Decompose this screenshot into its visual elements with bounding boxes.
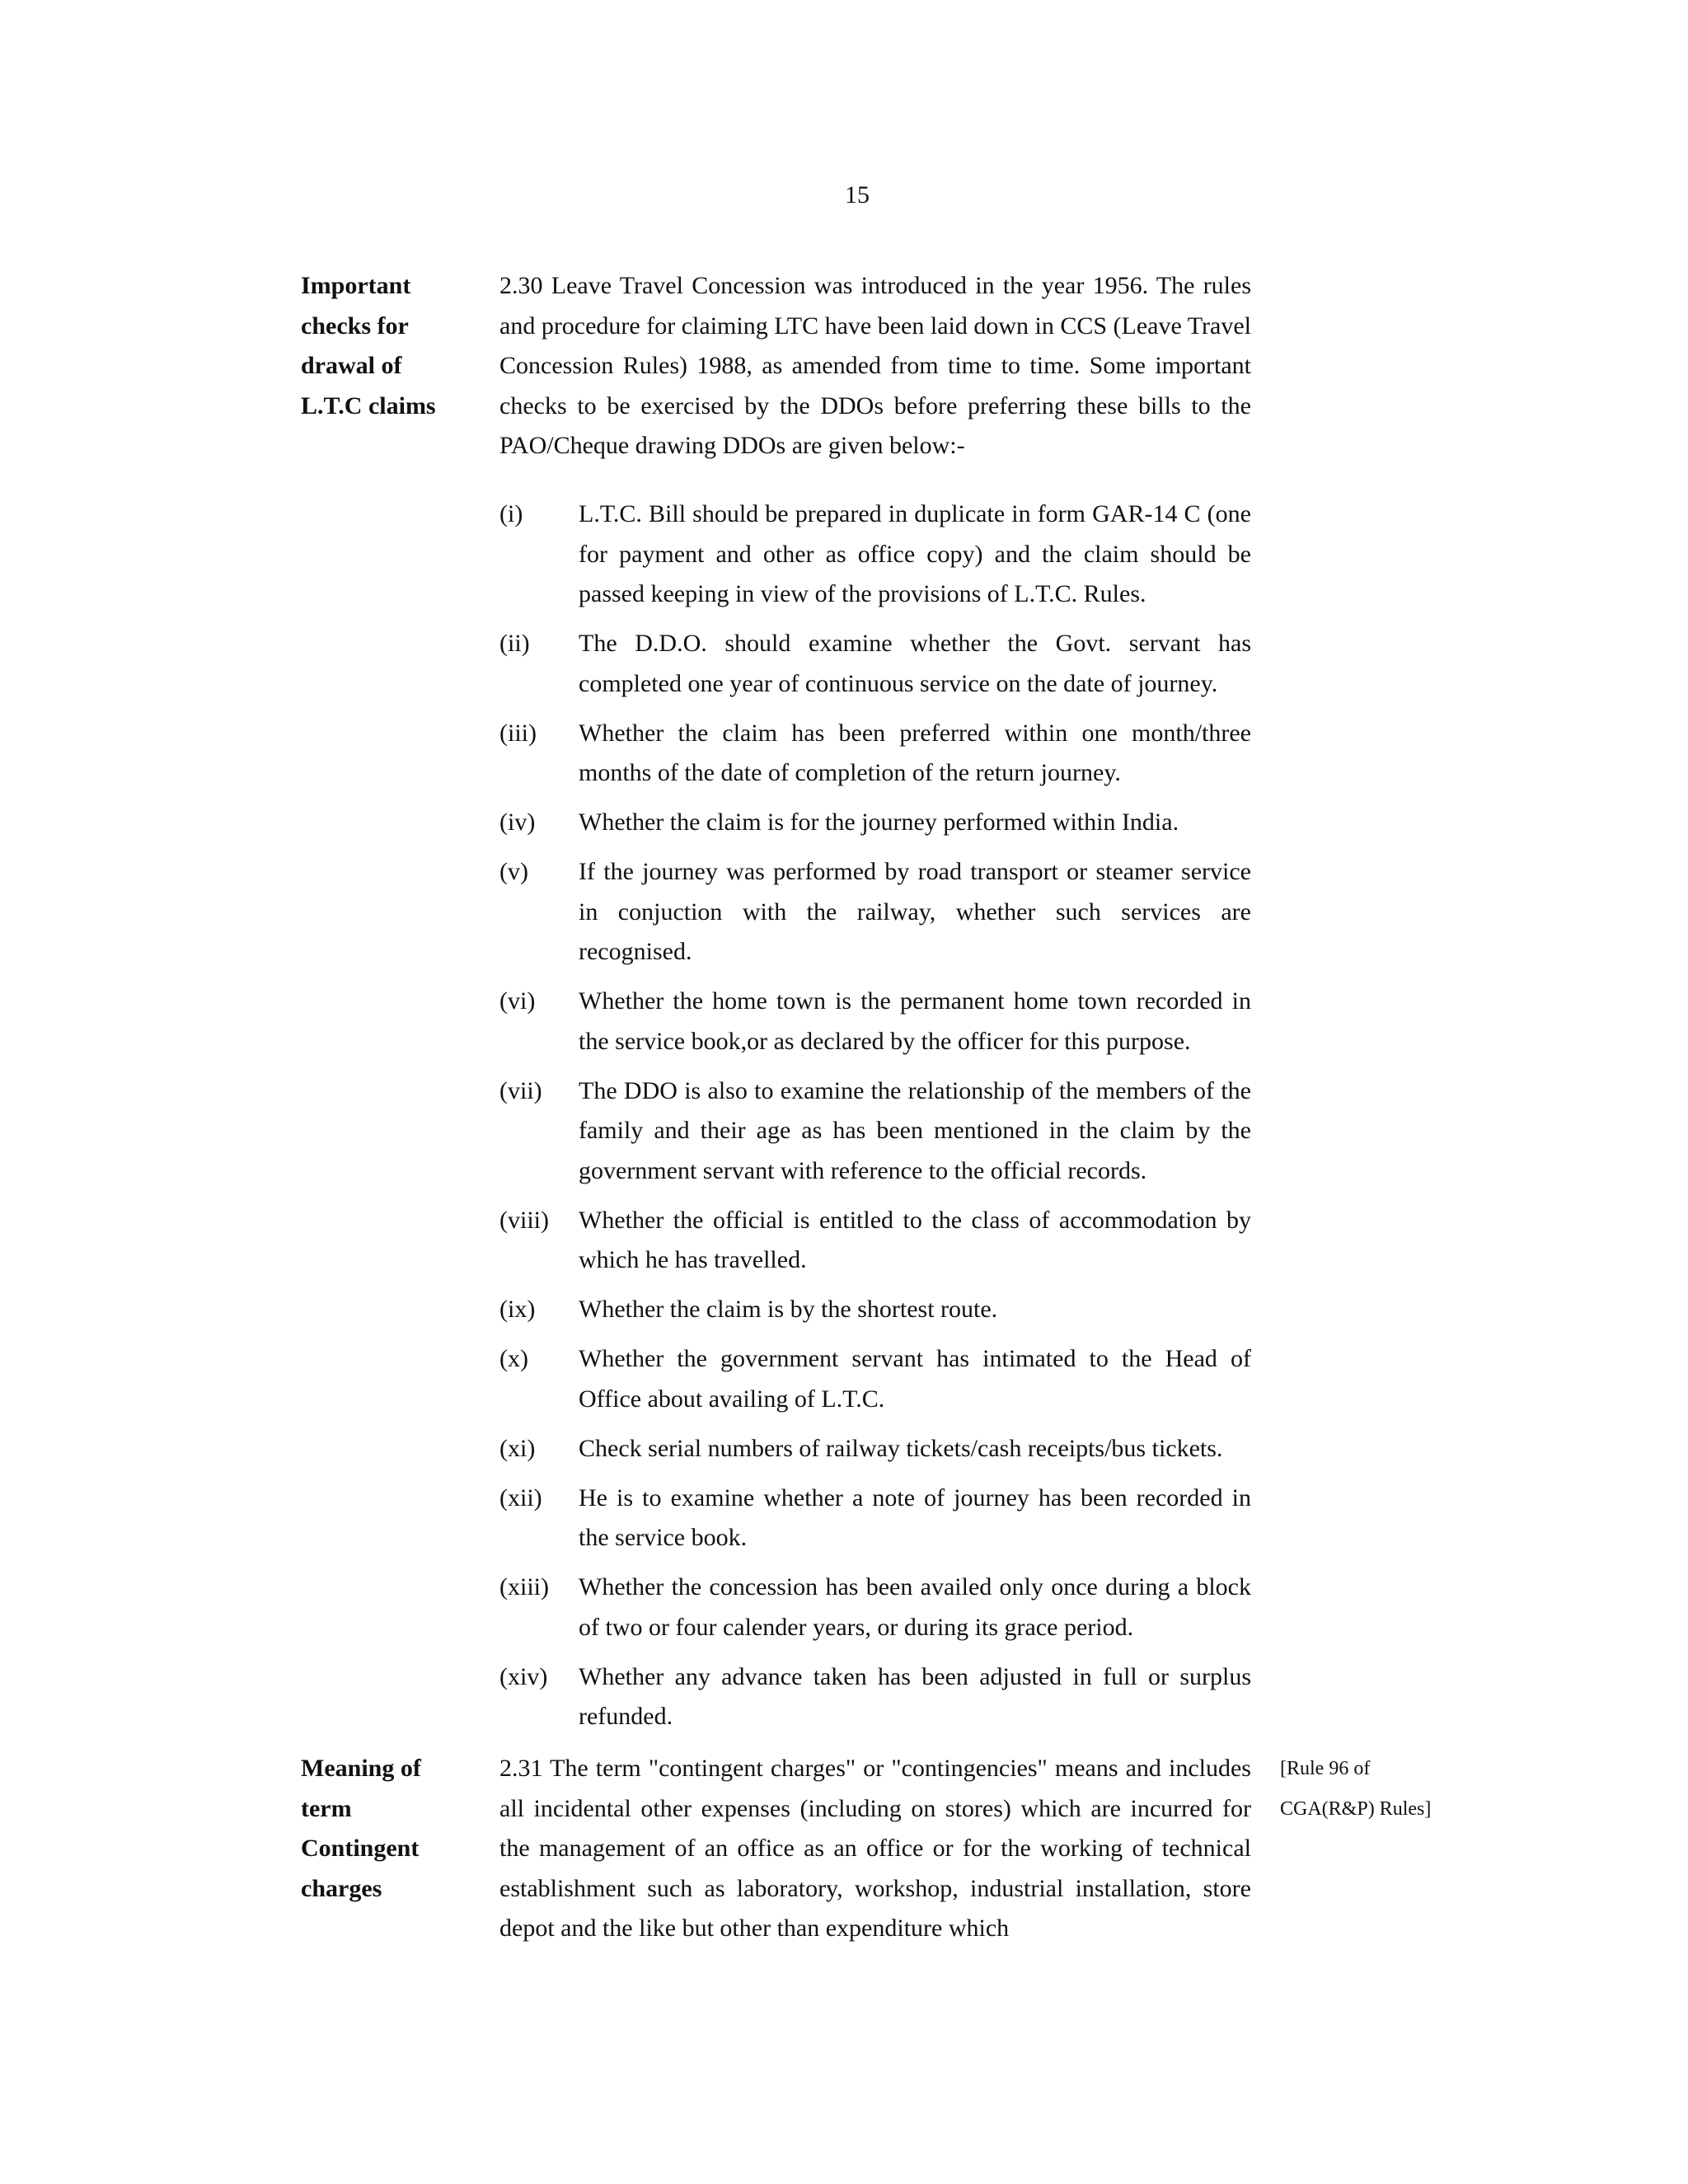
item-number: (i) (499, 500, 523, 527)
side-note-line: CGA(R&P) Rules] (1280, 1797, 1432, 1820)
list-item (499, 1339, 1251, 1419)
list-item (499, 714, 1251, 794)
item-text: The DDO is also to examine the relationship of the members of the family and their age as has been mentioned in the claim by the government servant with reference to the official records. (579, 1076, 1251, 1184)
heading-line: term (301, 1794, 352, 1822)
item-number: (vii) (499, 1076, 542, 1104)
list-item (499, 1290, 1251, 1330)
item-number: (x) (499, 1345, 528, 1372)
item-number: (xiv) (499, 1662, 548, 1690)
item-text: Whether the claim is for the journey performed within India. (579, 808, 1179, 836)
list-item (499, 1479, 1251, 1558)
item-text: He is to examine whether a note of journey has been recorded in the service book. (579, 1483, 1251, 1551)
item-text: Whether the concession has been availed only once during a block of two or four calender years, or during its grace period. (579, 1573, 1251, 1641)
paragraph-2-30: 2.30 Leave Travel Concession was introduced in the year 1956. The rules and procedure for claiming LTC have been laid down in CCS (Leave Travel Concession Rules) 1988, as amended from time to time. Some important checks to be exercised by the DDOs before preferring these bills to the PAO/Cheque drawing DDOs are given below:- (499, 272, 1251, 459)
margin-heading-contingent-charges (301, 1749, 466, 1909)
margin-heading-ltc-checks (301, 266, 466, 426)
item-text: L.T.C. Bill should be prepared in duplicate in form GAR-14 C (one for payment and other as office copy) and the claim should be passed keeping in view of the provisions of L.T.C. Rules. (579, 500, 1251, 607)
item-number: (ii) (499, 630, 530, 657)
rule-reference-note (1280, 1749, 1470, 1829)
ltc-checks-list (499, 494, 1251, 1746)
item-number: (iv) (499, 808, 536, 836)
list-item (499, 1201, 1251, 1281)
heading-line: Contingent (301, 1835, 420, 1862)
item-number: (iii) (499, 719, 537, 747)
paragraph-2-31: 2.31 The term "contingent charges" or "contingencies" means and includes all incidental other expenses (including on stores) which are incurred for the management of an office as an office or for the working of technical establishment such as laboratory, workshop, industrial installation, store depot and the like but other than expenditure which (499, 1755, 1251, 1942)
item-text: The D.D.O. should examine whether the Govt. servant has completed one year of continuous service on the date of journey. (579, 630, 1251, 697)
heading-line: checks for (301, 312, 409, 340)
list-item (499, 852, 1251, 972)
item-number: (viii) (499, 1206, 549, 1234)
list-item (499, 1071, 1251, 1192)
list-item (499, 982, 1251, 1062)
item-text: Whether the home town is the permanent home town recorded in the service book,or as declared by the officer for this purpose. (579, 987, 1251, 1055)
list-item (499, 494, 1251, 615)
item-number: (xiii) (499, 1573, 549, 1601)
heading-line: Important (301, 272, 411, 299)
list-item (499, 803, 1251, 843)
item-number: (xii) (499, 1483, 542, 1511)
item-text: Whether any advance taken has been adjusted in full or surplus refunded. (579, 1662, 1251, 1730)
list-item (499, 1657, 1251, 1737)
list-item (499, 624, 1251, 704)
item-number: (vi) (499, 987, 536, 1015)
heading-line: Meaning of (301, 1755, 421, 1782)
heading-line: charges (301, 1874, 382, 1902)
item-text: Check serial numbers of railway tickets/cash receipts/bus tickets. (579, 1434, 1223, 1462)
item-text: Whether the claim is by the shortest route. (579, 1296, 998, 1323)
item-text: If the journey was performed by road transport or steamer service in conjuction with the railway, whether such services are recognised. (579, 858, 1251, 965)
item-text: Whether the government servant has intimated to the Head of Office about availing of L.T.C. (579, 1345, 1251, 1413)
item-number: (xi) (499, 1434, 536, 1462)
item-number: (v) (499, 858, 528, 885)
item-text: Whether the official is entitled to the class of accommodation by which he has travelled. (579, 1206, 1251, 1273)
list-item (499, 1429, 1251, 1469)
heading-line: L.T.C claims (301, 391, 436, 419)
heading-line: drawal of (301, 352, 402, 379)
side-note-line: [Rule 96 of (1280, 1758, 1371, 1779)
item-number: (ix) (499, 1296, 536, 1323)
item-text: Whether the claim has been preferred within one month/three months of the date of completion of the return journey. (579, 719, 1251, 786)
list-item (499, 1568, 1251, 1647)
page-number: 15 (845, 181, 870, 209)
